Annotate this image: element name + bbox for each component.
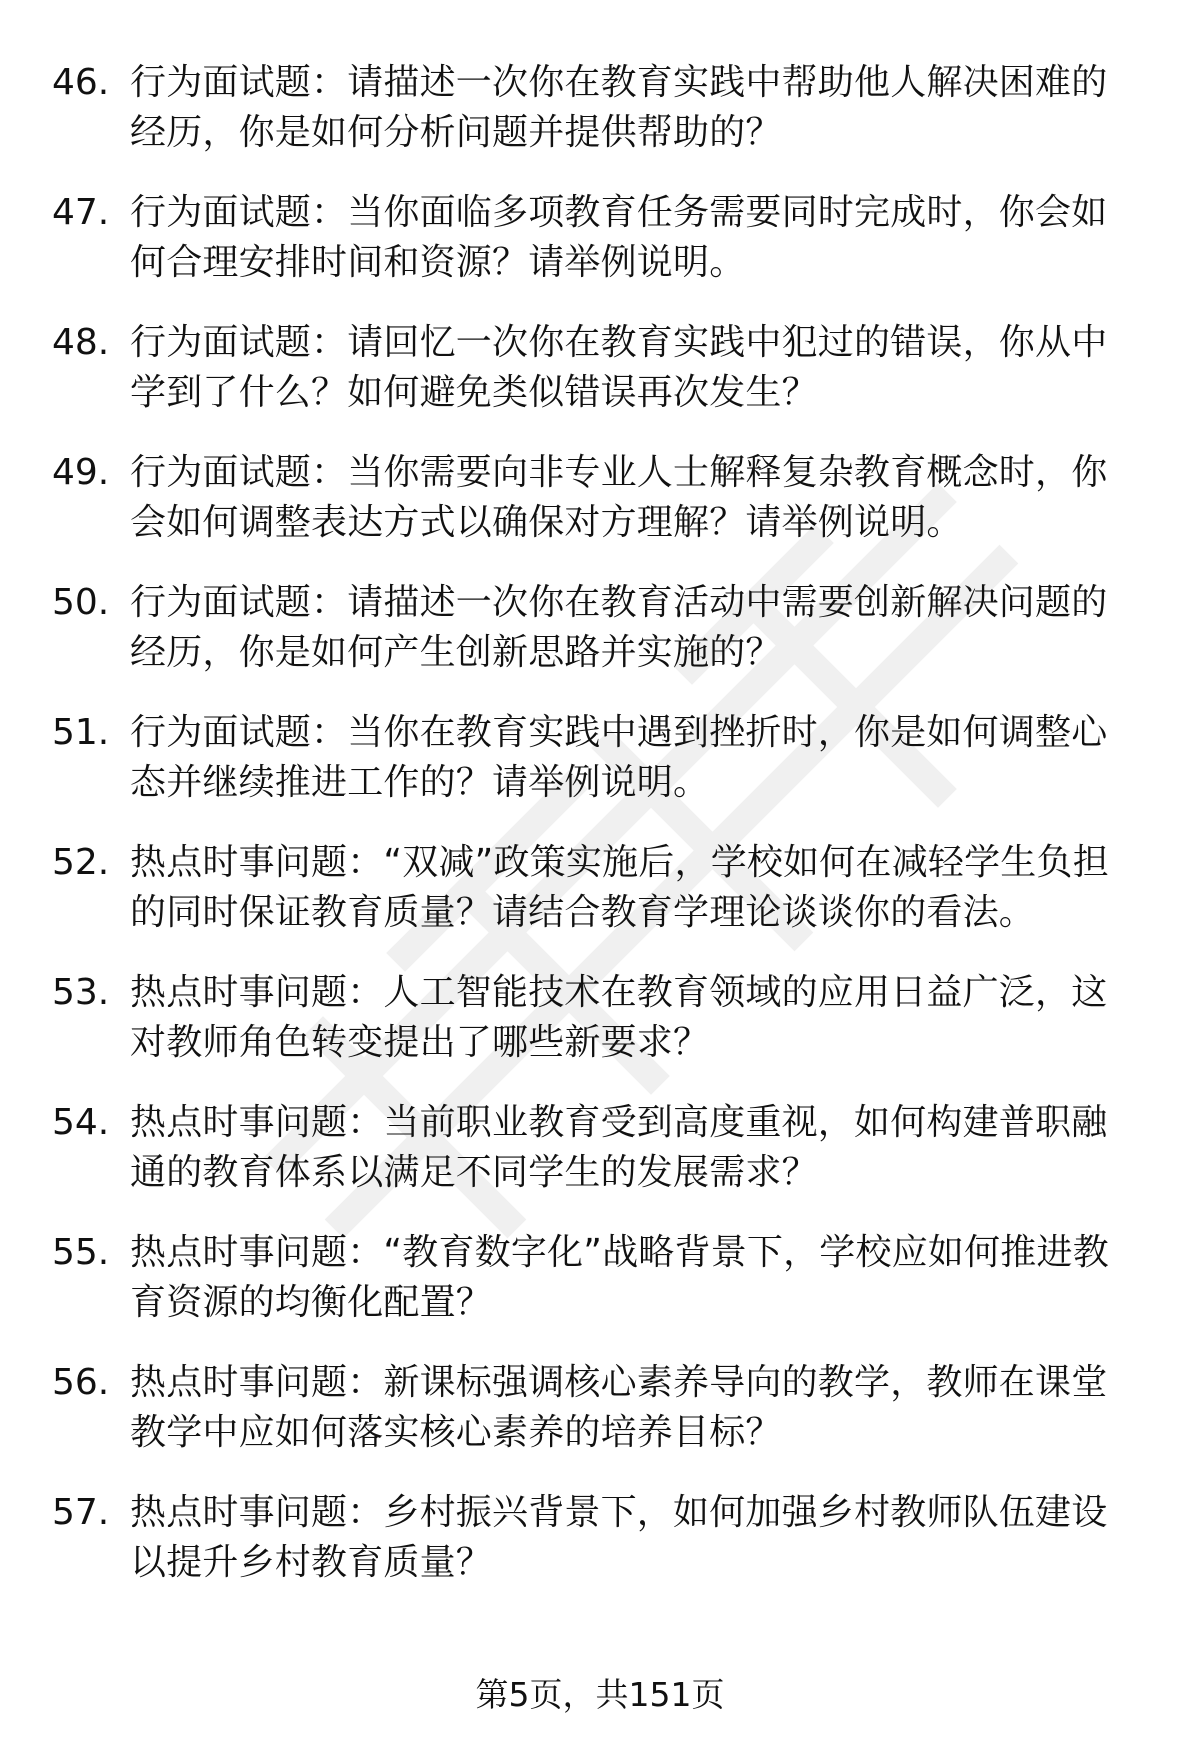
page-number-label: 第5页，共151页: [475, 1675, 725, 1714]
question-item-49: [52, 448, 1152, 578]
question-item-57: [52, 1488, 1152, 1618]
question-item-51: [52, 708, 1152, 838]
question-item-46: [52, 58, 1152, 188]
question-text: 热点时事问题：新课标强调核心素养导向的教学，教师在课堂教学中应如何落实核心素养的培养目标？: [130, 1362, 1108, 1453]
question-number: 47.: [52, 192, 110, 233]
question-number: 55.: [52, 1232, 110, 1273]
question-number: 56.: [52, 1362, 110, 1403]
question-text: 行为面试题：当你在教育实践中遇到挫折时，你是如何调整心态并继续推进工作的？请举例说明。: [130, 712, 1108, 803]
question-number: 50.: [52, 582, 110, 623]
question-item-56: [52, 1358, 1152, 1488]
question-item-52: [52, 838, 1152, 968]
question-number: 49.: [52, 452, 110, 493]
question-text: 行为面试题：当你面临多项教育任务需要同时完成时，你会如何合理安排时间和资源？请举例说明。: [130, 192, 1108, 283]
question-list: [52, 58, 1152, 1618]
question-text: 热点时事问题：当前职业教育受到高度重视，如何构建普职融通的教育体系以满足不同学生的发展需求？: [130, 1102, 1108, 1193]
question-item-54: [52, 1098, 1152, 1228]
question-text: 热点时事问题：“双减”政策实施后，学校如何在减轻学生负担的同时保证教育质量？请结合教育学理论谈谈你的看法。: [130, 842, 1109, 933]
question-item-50: [52, 578, 1152, 708]
question-number: 54.: [52, 1102, 110, 1143]
question-text: 行为面试题：请回忆一次你在教育实践中犯过的错误，你从中学到了什么？如何避免类似错误再次发生？: [130, 322, 1108, 413]
question-text: 行为面试题：请描述一次你在教育实践中帮助他人解决困难的经历，你是如何分析问题并提供帮助的？: [130, 62, 1108, 153]
question-text: 热点时事问题：“教育数字化”战略背景下，学校应如何推进教育资源的均衡化配置？: [130, 1232, 1109, 1323]
question-number: 57.: [52, 1492, 110, 1533]
question-text: 热点时事问题：人工智能技术在教育领域的应用日益广泛，这对教师角色转变提出了哪些新要求？: [130, 972, 1108, 1063]
question-number: 48.: [52, 322, 110, 363]
question-text: 行为面试题：请描述一次你在教育活动中需要创新解决问题的经历，你是如何产生创新思路并实施的？: [130, 582, 1108, 673]
question-item-53: [52, 968, 1152, 1098]
question-number: 46.: [52, 62, 110, 103]
question-item-47: [52, 188, 1152, 318]
question-item-48: [52, 318, 1152, 448]
page-footer: [0, 1675, 1200, 1715]
question-number: 53.: [52, 972, 110, 1013]
question-number: 52.: [52, 842, 110, 883]
question-text: 热点时事问题：乡村振兴背景下，如何加强乡村教师队伍建设以提升乡村教育质量？: [130, 1492, 1108, 1583]
question-item-55: [52, 1228, 1152, 1358]
question-text: 行为面试题：当你需要向非专业人士解释复杂教育概念时，你会如何调整表达方式以确保对方理解？请举例说明。: [130, 452, 1108, 543]
question-number: 51.: [52, 712, 110, 753]
